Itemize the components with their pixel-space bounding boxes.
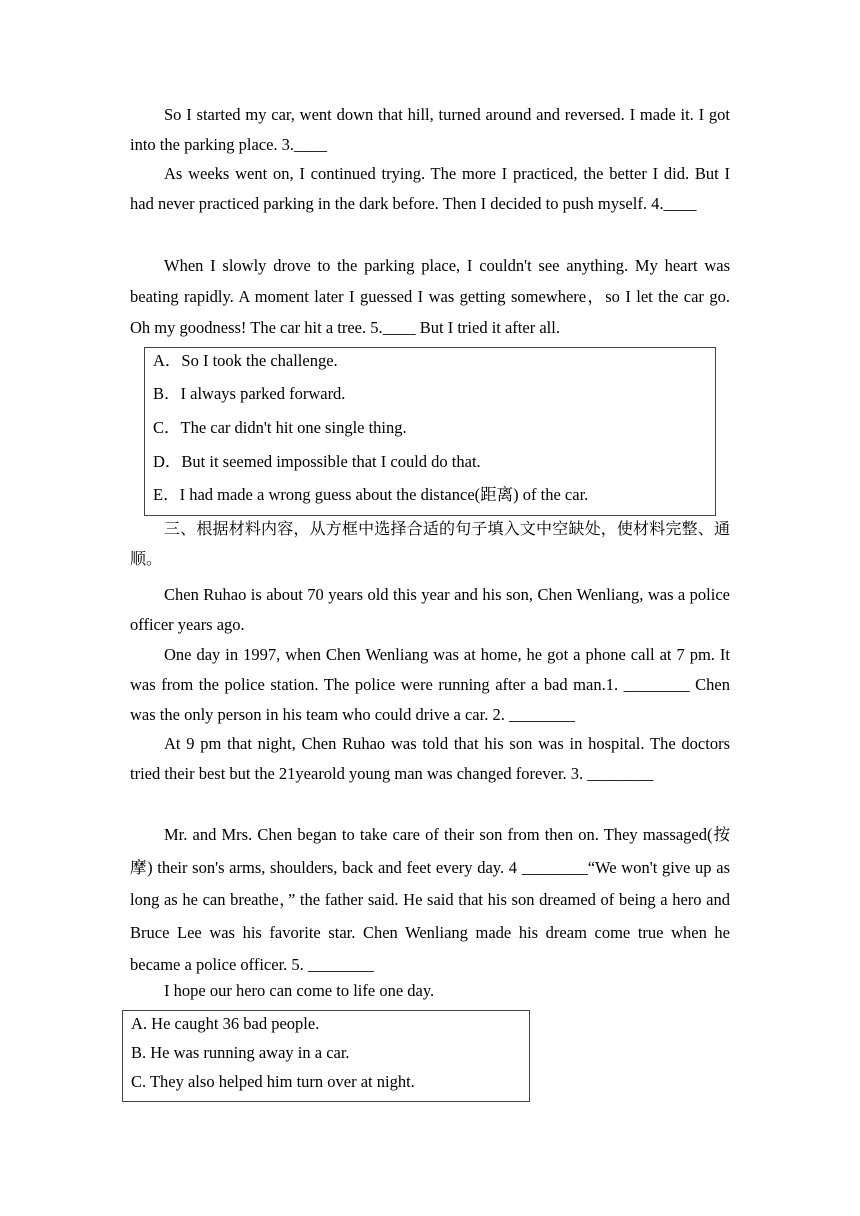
option-d: D．But it seemed impossible that I could do that. <box>153 452 481 471</box>
options-box <box>144 347 716 516</box>
section-instruction: 三、根据材料内容，从方框中选择合适的句子填入文中空缺处，使材料完整、通顺。 <box>130 519 730 568</box>
option-c: C. They also helped him turn over at night. <box>131 1072 415 1091</box>
passage-paragraph: Mr. and Mrs. Chen began to take care of their son from then on. They massaged(按摩) their son's arms, shoulders, back and feet every day. 4 ________“We won't give up as long as he can breathe，” the father said. He said that his son dreamed of being a hero and Bruce Lee was his favorite star. Chen Wenliang made his dream come true when he became a police officer. 5. ________ <box>130 825 730 974</box>
options-box <box>122 1010 530 1102</box>
option-b: B. He was running away in a car. <box>131 1043 350 1062</box>
option-b: B．I always parked forward. <box>153 384 346 403</box>
passage-paragraph: I hope our hero can come to life one day. <box>164 981 435 1000</box>
passage-paragraph: One day in 1997, when Chen Wenliang was at home, he got a phone call at 7 pm. It was from the police station. The police were running after a bad man.1. ________ Chen was the only person in his team who could drive a car. 2. ________ <box>130 645 730 724</box>
passage-paragraph: Chen Ruhao is about 70 years old this year and his son, Chen Wenliang, was a police officer years ago. <box>130 585 730 634</box>
passage-paragraph: As weeks went on, I continued trying. The more I practiced, the better I did. But I had never practiced parking in the dark before. Then I decided to push myself. 4.____ <box>130 164 730 213</box>
option-a: A. He caught 36 bad people. <box>131 1014 320 1033</box>
passage-paragraph: When I slowly drove to the parking place, I couldn't see anything. My heart was beating rapidly. A moment later I guessed I was getting somewhere，so I let the car go. Oh my goodness! The car hit a tree. 5.____ But I tried it after all. <box>130 256 730 337</box>
option-a: A．So I took the challenge. <box>153 351 338 370</box>
option-c: C．The car didn't hit one single thing. <box>153 418 407 437</box>
passage-paragraph: At 9 pm that night, Chen Ruhao was told that his son was in hospital. The doctors tried their best but the 21yearold young man was changed forever. 3. ________ <box>130 734 730 783</box>
passage-paragraph: So I started my car, went down that hill, turned around and reversed. I made it. I got into the parking place. 3.____ <box>130 105 730 154</box>
option-e: E．I had made a wrong guess about the distance(距离) of the car. <box>153 485 589 504</box>
